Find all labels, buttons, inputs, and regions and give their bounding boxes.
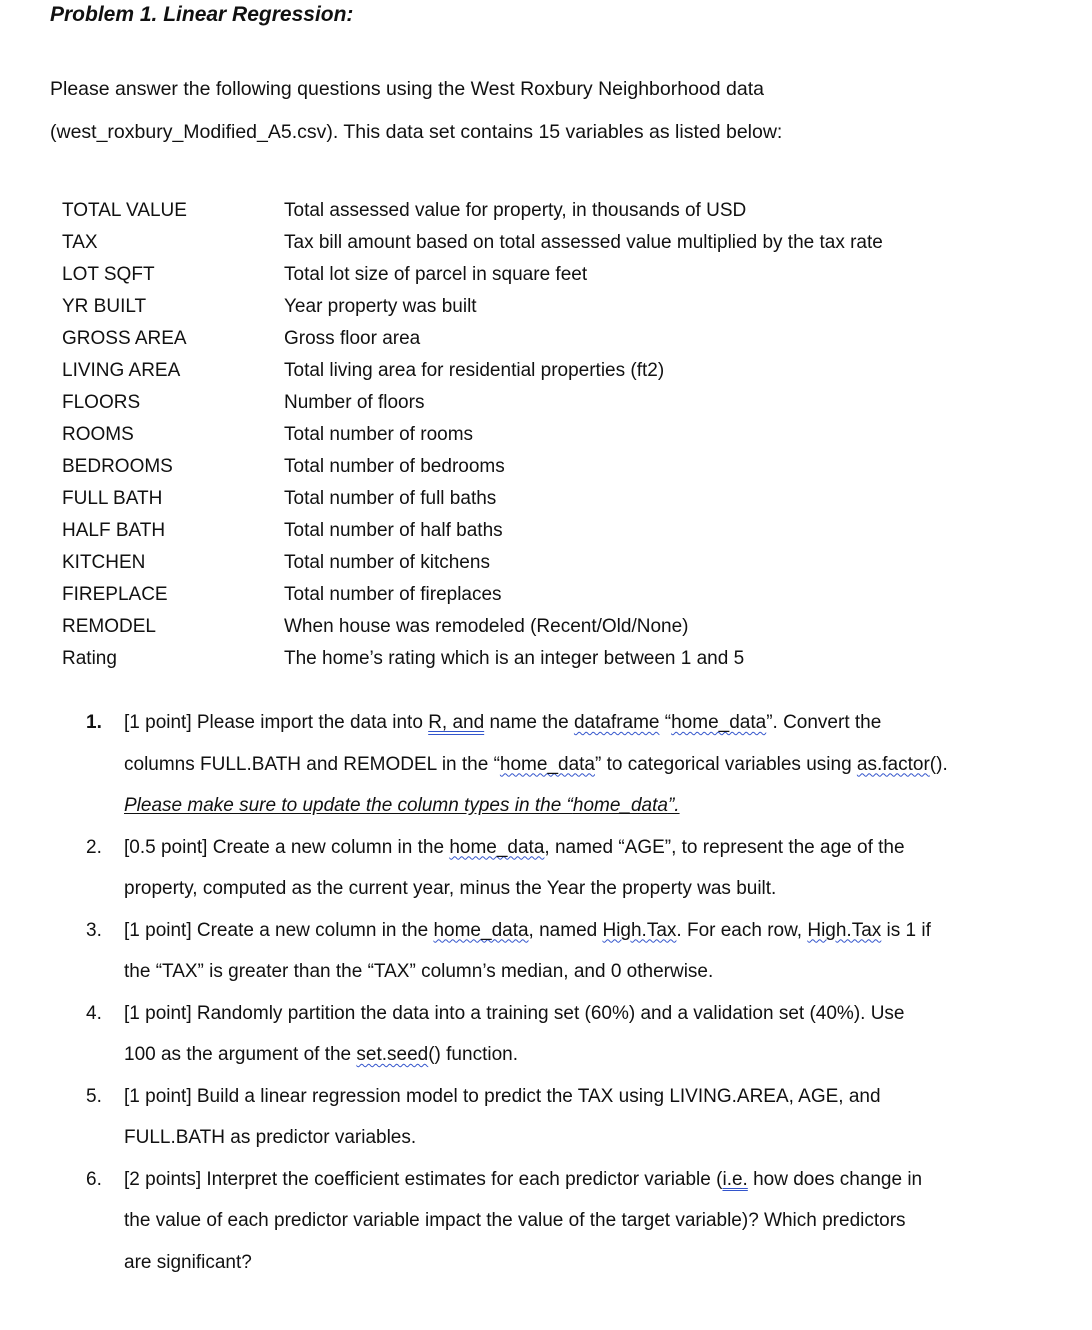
question-3-line-1: [1 point] Create a new column in the home_data, named High.Tax. For each row, High.Tax is 1 if	[124, 919, 931, 941]
variable-row	[62, 420, 883, 452]
question-list	[78, 702, 1018, 1283]
variable-row	[62, 484, 883, 516]
variable-name: GROSS AREA	[62, 328, 187, 349]
question-2-line-1: [0.5 point] Create a new column in the home_data, named “AGE”, to represent the age of the	[124, 836, 905, 858]
variable-row	[62, 260, 883, 292]
question-1-note: Please make sure to update the column types in the “home_data”.	[124, 795, 680, 816]
variable-description: When house was remodeled (Recent/Old/None)	[284, 616, 689, 637]
variable-description: Total assessed value for property, in thousands of USD	[284, 200, 747, 221]
variable-description: Total number of rooms	[284, 424, 474, 445]
question-6-line-2: the value of each predictor variable impact the value of the target variable)? Which predictors	[124, 1210, 906, 1231]
intro-line-1: Please answer the following questions using the West Roxbury Neighborhood data	[50, 78, 764, 100]
question-4-line-2: 100 as the argument of the set.seed() function.	[124, 1044, 518, 1065]
variable-name: LIVING AREA	[62, 360, 181, 381]
variable-row	[62, 580, 883, 612]
question-5	[78, 1076, 1018, 1159]
variable-name: TAX	[62, 232, 98, 253]
question-1	[78, 702, 1018, 827]
variable-name: TOTAL VALUE	[62, 200, 187, 221]
question-number: 1.	[86, 712, 102, 733]
variable-row	[62, 452, 883, 484]
question-number: 3.	[86, 919, 102, 941]
variable-row	[62, 516, 883, 548]
variable-name: FULL BATH	[62, 488, 163, 509]
variable-row	[62, 644, 883, 676]
variable-name: BEDROOMS	[62, 456, 173, 477]
question-6-line-3: are significant?	[124, 1251, 252, 1273]
question-1-line-2: columns FULL.BATH and REMODEL in the “home_data” to categorical variables using as.factor().	[124, 753, 948, 775]
question-number: 5.	[86, 1085, 102, 1107]
intro-line-2: (west_roxbury_Modified_A5.csv). This data set contains 15 variables as listed below:	[50, 121, 783, 143]
variable-row	[62, 356, 883, 388]
question-5-line-1: [1 point] Build a linear regression model to predict the TAX using LIVING.AREA, AGE, and	[124, 1085, 881, 1107]
variable-description: Gross floor area	[284, 328, 421, 349]
question-6	[78, 1159, 1018, 1284]
variable-description: Total lot size of parcel in square feet	[284, 264, 588, 285]
variable-name: LOT SQFT	[62, 264, 155, 285]
question-4	[78, 993, 1018, 1076]
variable-description: Number of floors	[284, 392, 425, 413]
variable-row	[62, 324, 883, 356]
variable-row	[62, 228, 883, 260]
question-5-line-2: FULL.BATH as predictor variables.	[124, 1127, 417, 1148]
variable-description: Total number of half baths	[284, 520, 503, 541]
variable-description: Total number of kitchens	[284, 552, 490, 573]
question-3	[78, 910, 1018, 993]
variable-row	[62, 612, 883, 644]
question-2-line-2: property, computed as the current year, minus the Year the property was built.	[124, 878, 777, 899]
question-4-line-1: [1 point] Randomly partition the data into a training set (60%) and a validation set (40%). Use	[124, 1002, 905, 1024]
variable-name: YR BUILT	[62, 296, 147, 317]
question-6-line-1: [2 points] Interpret the coefficient estimates for each predictor variable (i.e. how does change in	[124, 1168, 923, 1190]
variable-name: HALF BATH	[62, 520, 166, 541]
variable-description: Total number of full baths	[284, 488, 497, 509]
variable-description: The home’s rating which is an integer between 1 and 5	[284, 648, 745, 669]
question-2	[78, 827, 1018, 910]
variable-name: Rating	[62, 648, 117, 669]
question-3-line-2: the “TAX” is greater than the “TAX” column’s median, and 0 otherwise.	[124, 961, 714, 982]
variable-description: Total living area for residential properties (ft2)	[284, 360, 665, 381]
intro-paragraph	[50, 68, 1050, 154]
question-number: 2.	[86, 836, 102, 858]
variable-name: ROOMS	[62, 424, 134, 445]
variables-table	[62, 196, 883, 676]
variable-row	[62, 388, 883, 420]
question-number: 6.	[86, 1168, 102, 1190]
variable-description: Tax bill amount based on total assessed value multiplied by the tax rate	[284, 232, 883, 253]
variable-description: Year property was built	[284, 296, 477, 317]
variable-name: FIREPLACE	[62, 584, 168, 605]
variable-row	[62, 548, 883, 580]
question-1-line-1: [1 point] Please import the data into R, and name the dataframe “home_data”. Convert the	[124, 712, 882, 733]
problem-title: Problem 1. Linear Regression:	[50, 3, 354, 26]
variable-description: Total number of fireplaces	[284, 584, 502, 605]
question-number: 4.	[86, 1002, 102, 1024]
variable-row	[62, 196, 883, 228]
variable-name: REMODEL	[62, 616, 156, 637]
variable-row	[62, 292, 883, 324]
variable-name: KITCHEN	[62, 552, 146, 573]
variable-description: Total number of bedrooms	[284, 456, 505, 477]
variable-name: FLOORS	[62, 392, 141, 413]
